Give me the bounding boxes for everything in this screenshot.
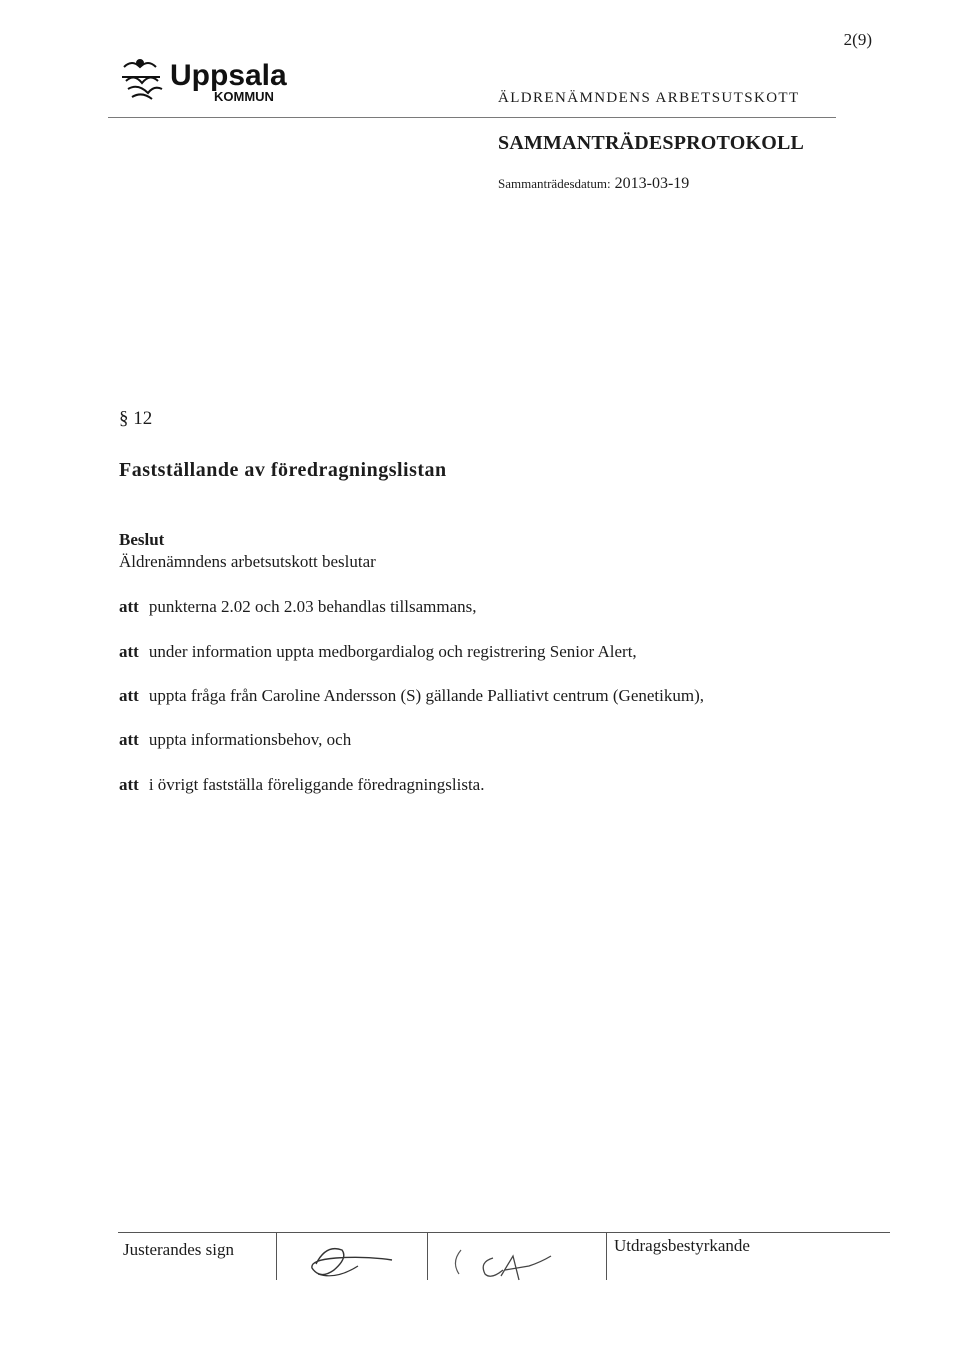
decision-item xyxy=(119,730,351,750)
extract-certification-label: Utdragsbestyrkande xyxy=(614,1236,750,1255)
decision-keyword: att xyxy=(119,686,139,705)
decision-keyword: att xyxy=(119,775,139,794)
coat-of-arms-icon xyxy=(122,60,162,99)
decision-intro: Äldrenämndens arbetsutskott beslutar xyxy=(119,552,376,571)
paragraph-number: § 12 xyxy=(119,408,153,429)
decision-item xyxy=(119,775,484,795)
decision-keyword: att xyxy=(119,642,139,661)
footer-column-divider xyxy=(427,1232,428,1280)
footer-column-divider xyxy=(276,1232,277,1280)
decision-label: Beslut xyxy=(119,530,165,549)
document-title: SAMMANTRÄDESPROTOKOLL xyxy=(498,132,805,154)
decision-keyword: att xyxy=(119,597,139,616)
decision-text: uppta fråga från Caroline Andersson (S) gällande Palliativt centrum (Genetikum), xyxy=(148,686,704,705)
decision-item xyxy=(119,686,704,706)
svg-text:Uppsala: Uppsala xyxy=(170,59,287,92)
meeting-date-label: Sammanträdesdatum: xyxy=(498,176,611,191)
decision-text: i övrigt fastställa föreliggande föredragningslista. xyxy=(148,775,485,794)
decision-item xyxy=(119,597,477,617)
svg-text:KOMMUN: KOMMUN xyxy=(214,89,274,104)
committee-name: ÄLDRENÄMNDENS ARBETSUTSKOTT xyxy=(498,90,800,106)
footer-divider xyxy=(118,1232,890,1233)
signature-label: Justerandes sign xyxy=(123,1240,234,1259)
decision-text: punkterna 2.02 och 2.03 behandlas tillsammans, xyxy=(148,597,477,616)
meeting-date-value: 2013-03-19 xyxy=(614,175,690,192)
meeting-date xyxy=(498,175,689,193)
decision-item xyxy=(119,642,637,662)
section-heading: Fastställande av föredragningslistan xyxy=(119,459,447,481)
decision-keyword: att xyxy=(119,730,139,749)
handwritten-signature xyxy=(447,1244,557,1294)
footer-column-divider xyxy=(606,1232,607,1280)
decision-text: under information uppta medborgardialog och registrering Senior Alert, xyxy=(148,642,637,661)
decision-text: uppta informationsbehov, och xyxy=(148,730,352,749)
handwritten-signature xyxy=(296,1236,396,1291)
page-number: 2(9) xyxy=(843,30,872,49)
header-divider xyxy=(108,117,836,118)
uppsala-kommun-logo xyxy=(118,55,318,105)
logo-graphic xyxy=(118,55,318,105)
